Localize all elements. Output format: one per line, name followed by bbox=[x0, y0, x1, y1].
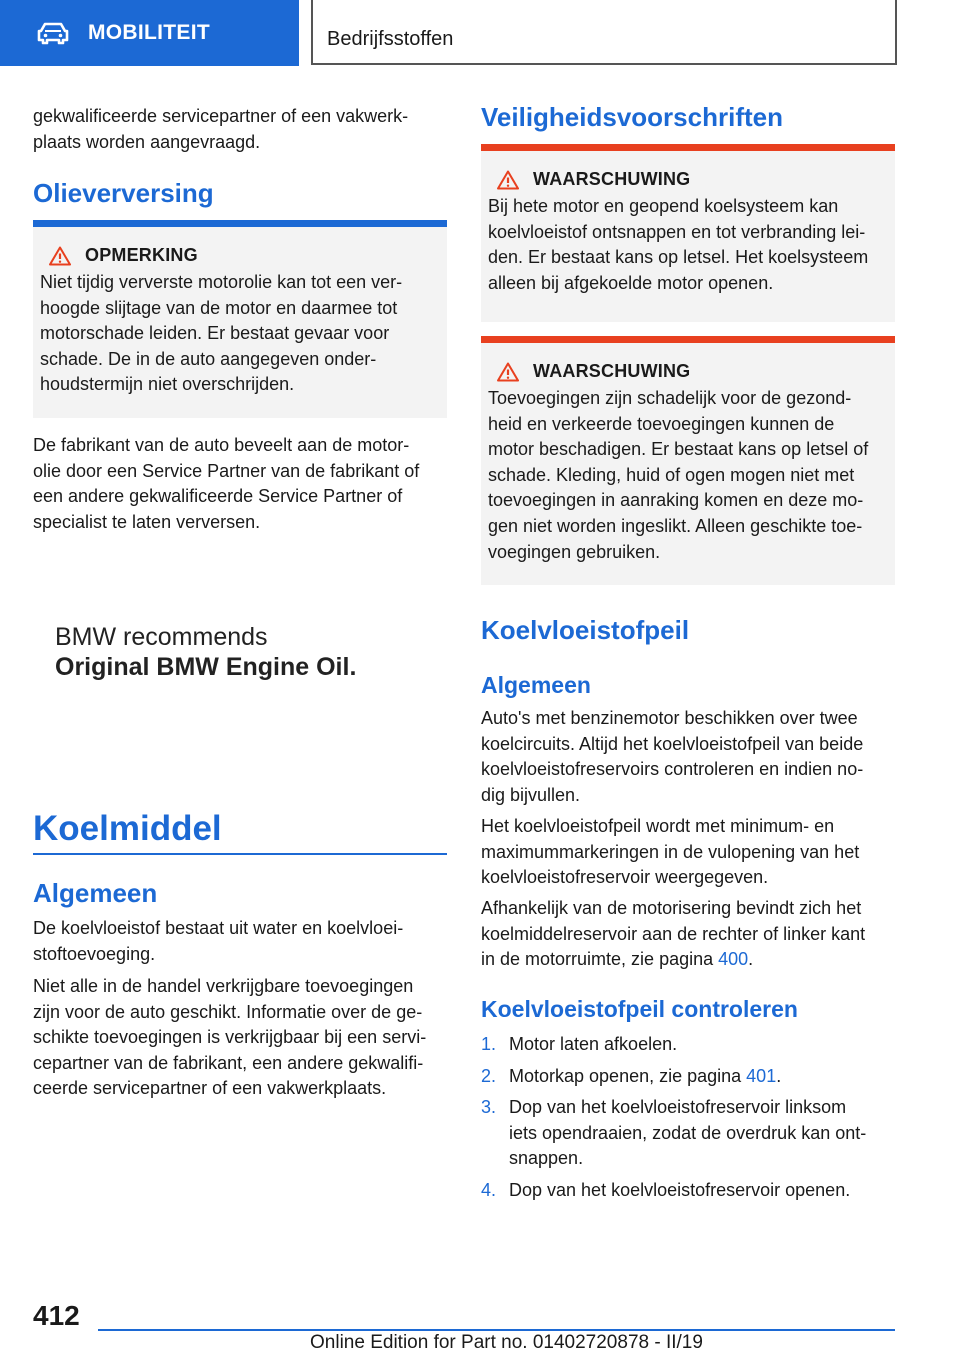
coolant-level-p3-text: Afhankelijk van de motorisering bevindt zich het koelmiddelreservoir aan de rechter of linker kant in de motorruimte, zie pagina bbox=[481, 898, 866, 970]
warning1-rule bbox=[481, 144, 895, 151]
warning-box-2 bbox=[481, 343, 895, 585]
coolant-general-p1: De koelvloeistof bestaat uit water en koelvloei- stoftoevoeging. bbox=[33, 918, 404, 964]
intro-text: gekwalificeerde servicepartner of een vakwerk- plaats worden aangevraagd. bbox=[33, 106, 409, 152]
section-header bbox=[311, 0, 897, 65]
edition-text: Online Edition for Part no. 01402720878 - II/19 bbox=[310, 1332, 703, 1353]
page-link-401[interactable]: 401 bbox=[746, 1065, 777, 1086]
step-number: 1. bbox=[481, 1034, 497, 1054]
warning-triangle-icon bbox=[49, 246, 71, 266]
footer-rule bbox=[98, 1329, 895, 1331]
coolant-general-p2: Niet alle in de handel verkrijgbare toevoegingen zijn voor de auto geschikt. Informatie over de ge- schikte toevoegingen is verkrijgbaar bij een servi- cepartner van de fabrikant, een andere gekwalifi- ceerde servicepartner of een vakwerkplaats. bbox=[33, 976, 427, 1099]
oil-change-text: De fabrikant van de auto beveelt aan de motor- olie door een Service Partner van de fabrikant of een andere gekwalificeerde Service Partner of specialist te laten verversen. bbox=[33, 435, 420, 532]
warning1-title bbox=[488, 169, 888, 190]
coolant-level-general-heading: Algemeen bbox=[481, 672, 591, 698]
car-icon bbox=[36, 21, 70, 45]
step-number: 3. bbox=[481, 1097, 497, 1118]
warning1-text: Bij hete motor en geopend koelsysteem kan koelvloeistof ontsnappen en tot verbranding lei- den. Er bestaat kans op letsel. Het koelsysteem alleen bij afgekoelde motor openen. bbox=[488, 196, 869, 293]
warning2-text: Toevoegingen zijn schadelijk voor de gezond- heid en verkeerde toevoegingen kunnen de motor beschadigen. Er bestaat kans op letsel of schade. Kleding, huid of ogen mogen niet met toevoegingen in aanraking komen en deze mo- gen niet worden ingeslikt. Alleen geschikte toe- voegingen gebruiken. bbox=[488, 388, 869, 562]
step-text-end: . bbox=[776, 1065, 782, 1086]
warning-triangle-icon bbox=[497, 170, 519, 190]
list-item bbox=[481, 1064, 895, 1090]
coolant-general-heading: Algemeen bbox=[33, 878, 158, 908]
step-number: 2. bbox=[481, 1065, 497, 1086]
header-tab[interactable] bbox=[0, 0, 299, 66]
coolant-level-heading: Koelvloeistofpeil bbox=[481, 615, 690, 645]
ad-line-1: BMW recommends bbox=[55, 623, 268, 651]
coolant-level-p3 bbox=[481, 896, 895, 973]
step-text: Dop van het koelvloeistofreservoir openen. bbox=[509, 1179, 851, 1200]
oil-change-heading: Olieverversing bbox=[33, 178, 214, 208]
coolant-heading-rule bbox=[33, 853, 447, 855]
oil-heading-rule bbox=[33, 220, 447, 227]
warning2-rule bbox=[481, 336, 895, 343]
section-title: Bedrijfsstoffen bbox=[327, 28, 454, 50]
safety-heading: Veiligheidsvoorschriften bbox=[481, 102, 783, 132]
page-number: 412 bbox=[33, 1300, 80, 1331]
notice-box bbox=[33, 227, 447, 418]
list-item bbox=[481, 1095, 895, 1172]
check-coolant-heading: Koelvloeistofpeil controleren bbox=[481, 996, 798, 1022]
notice-text: Niet tijdig ververste motorolie kan tot een ver- hoogde slijtage van de motor en daarmee tot motorschade leiden. Er bestaat gevaar voor schade. De in de auto aangegeven onder- houdstermijn niet overschrijden. bbox=[40, 272, 403, 395]
step-text: Dop van het koelvloeistofreservoir linksom iets opendraaien, zodat de overdruk kan ont- snappen. bbox=[509, 1097, 867, 1169]
warning1-title-text: WAARSCHUWING bbox=[533, 169, 691, 189]
check-steps-list bbox=[481, 1032, 895, 1210]
tab-label: MOBILITEIT bbox=[88, 21, 210, 44]
coolant-level-p2: Het koelvloeistofpeil wordt met minimum- en maximummarkeringen in de vulopening van het koelvloeistofreservoir weergegeven. bbox=[481, 816, 860, 888]
coolant-level-p1: Auto's met benzinemotor beschikken over twee koelcircuits. Altijd het koelvloeistofpeil van beide koelvloeistofreservoirs controleren en indien no- dig bijvullen. bbox=[481, 708, 864, 805]
list-item bbox=[481, 1032, 895, 1058]
step-text bbox=[509, 1064, 781, 1090]
coolant-heading: Koelmiddel bbox=[33, 809, 222, 848]
ad-line-2: Original BMW Engine Oil. bbox=[55, 653, 357, 681]
coolant-level-p3-end: . bbox=[748, 949, 754, 970]
warning-box-1 bbox=[481, 151, 895, 322]
step-number: 4. bbox=[481, 1179, 497, 1200]
page-link-400[interactable]: 400 bbox=[718, 949, 749, 970]
warning-triangle-icon bbox=[497, 362, 519, 382]
list-item bbox=[481, 1178, 895, 1204]
notice-title-text: OPMERKING bbox=[85, 245, 198, 265]
notice-title bbox=[40, 245, 440, 266]
step-text-main: Motorkap openen, zie pagina bbox=[509, 1065, 747, 1086]
warning2-title-text: WAARSCHUWING bbox=[533, 361, 691, 381]
step-text: Motor laten afkoelen. bbox=[509, 1034, 678, 1054]
bmw-oil-ad bbox=[55, 622, 435, 682]
warning2-title bbox=[488, 361, 888, 382]
